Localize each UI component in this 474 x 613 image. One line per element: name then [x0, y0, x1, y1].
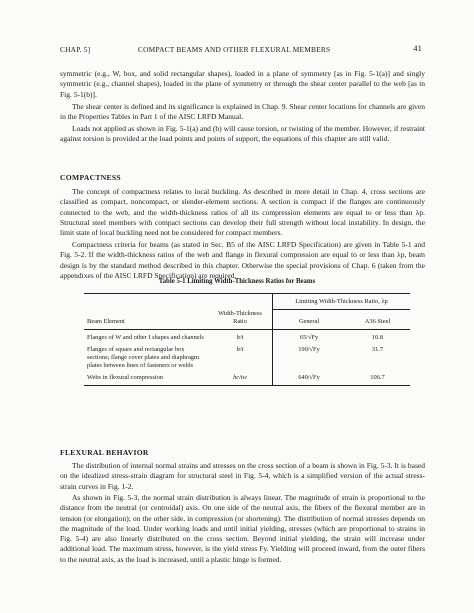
- compactness-paragraph-2: Compactness criteria for beams (as stated in Sec. B5 of the AISC LRFD Specification) are given in Table 5-1 and Fig. 5-2. If the width-thickness ratios of the web and flange in flexural compression are equal to or less than λp, beam design is by the standard method described in this chapter. Otherwise the special provisions of Chap. 6 (taken from the appendixes of the AISC LRFD Specification) are required.: [60, 240, 425, 280]
- column-header-a36: A36 Steel: [345, 310, 410, 330]
- table-row: [84, 342, 410, 370]
- flexural-paragraph-2: As shown in Fig. 5-3, the normal strain distribution is always linear. The magnitude of strain is proportional to the distance from the neutral (or centroidal) axis. On one side of the neutral axis, the fibers of the flexural member are in tension (or elongation); on the other side, in compression (or shortening). The distribution of normal stresses depends on the magnitude of the load. Under working loads and until initial yielding, stresses (which are proportional to strains in Fig. 5-4) are also linearly distributed on the cross section. Beyond initial yielding, the strain will increase under additional load. The maximum stress, however, is the yield stress Fy. Yielding will proceed inward, from the outer fibers to the neutral axis, as the load is increased, until a plastic hinge is formed.: [60, 493, 425, 564]
- group-header: Limiting Width-Thickness Ratio, λp: [273, 294, 411, 310]
- row-element: Flanges of W and other I shapes and channels: [87, 334, 204, 341]
- table-row: [84, 330, 410, 343]
- intro-paragraph-1: symmetric (e.g., W, box, and solid rectangular shapes), loaded in a plane of symmetry [as in Fig. 5-1(a)] and singly symmetric (e.g., channel shapes), loaded in the plane of symmetry or through the shear center parallel to the web [as in Fig. 5-1(b)].: [60, 69, 425, 99]
- column-header-general: General: [273, 310, 346, 330]
- row-a36: 10.8: [371, 334, 384, 341]
- flexural-paragraph-1: The distribution of internal normal strains and stresses on the cross section of a beam is shown in Fig. 5-3. It is based on the idealized stress-strain diagram for structural steel in Fig. 5-4, which is a simplified version of the actual stress-strain curves in Fig. 1-2.: [60, 461, 425, 491]
- chapter-label: CHAP. 5]: [60, 45, 91, 54]
- section-heading-compactness: COMPACTNESS: [60, 173, 121, 182]
- compactness-paragraph-1: The concept of compactness relates to local buckling. As described in more detail in Chap. 4, cross sections are classified as compact, noncompact, or slender-element sections. A section is compact if the flanges are continuously connected to the web, and the width-thickness ratios of all its compression elements are equal to or less than λp. Structural steel members with compact sections can develop their full strength without local instability. In design, the limit state of local buckling need not be considered for compact members.: [60, 187, 425, 238]
- intro-paragraph-3: Loads not applied as shown in Fig. 5-1(a) and (b) will cause torsion, or twisting of the member. However, if restraint against torsion is provided at the load points and points of support, the equations of this chapter are still valid.: [60, 124, 425, 144]
- row-general: 65/√Fy: [273, 330, 346, 343]
- width-thickness-table: [84, 293, 410, 386]
- row-general: 190/√Fy: [273, 342, 346, 370]
- row-general: 640/√Fy: [273, 370, 346, 386]
- row-a36: 106.7: [345, 370, 410, 386]
- table-title: Table 5-1 Limiting Width-Thickness Ratios for Beams: [158, 278, 316, 285]
- chapter-title: COMPACT BEAMS AND OTHER FLEXURAL MEMBERS: [138, 45, 331, 54]
- row-a36: 31.7: [371, 346, 384, 353]
- page-number: 41: [413, 44, 422, 53]
- row-element: Webs in flexural compression: [84, 370, 208, 386]
- row-ratio: hc/tw: [208, 370, 273, 386]
- row-ratio: b/t: [236, 346, 244, 353]
- column-header-element: Beam Element: [84, 310, 208, 330]
- column-header-ratio: Width-Thickness Ratio: [208, 310, 273, 330]
- table-row: [84, 370, 410, 386]
- intro-paragraph-2: The shear center is defined and its significance is explained in Chap. 9. Shear center locations for channels are given in the Properties Tables in Part 1 of the AISC LRFD Manual.: [60, 102, 425, 122]
- row-ratio: b/t: [236, 334, 244, 341]
- row-element: Flanges of square and rectangular box sections; flange cover plates and diaphragm plates between lines of fasteners or welds: [87, 346, 199, 369]
- section-heading-flexural: FLEXURAL BEHAVIOR: [60, 448, 149, 457]
